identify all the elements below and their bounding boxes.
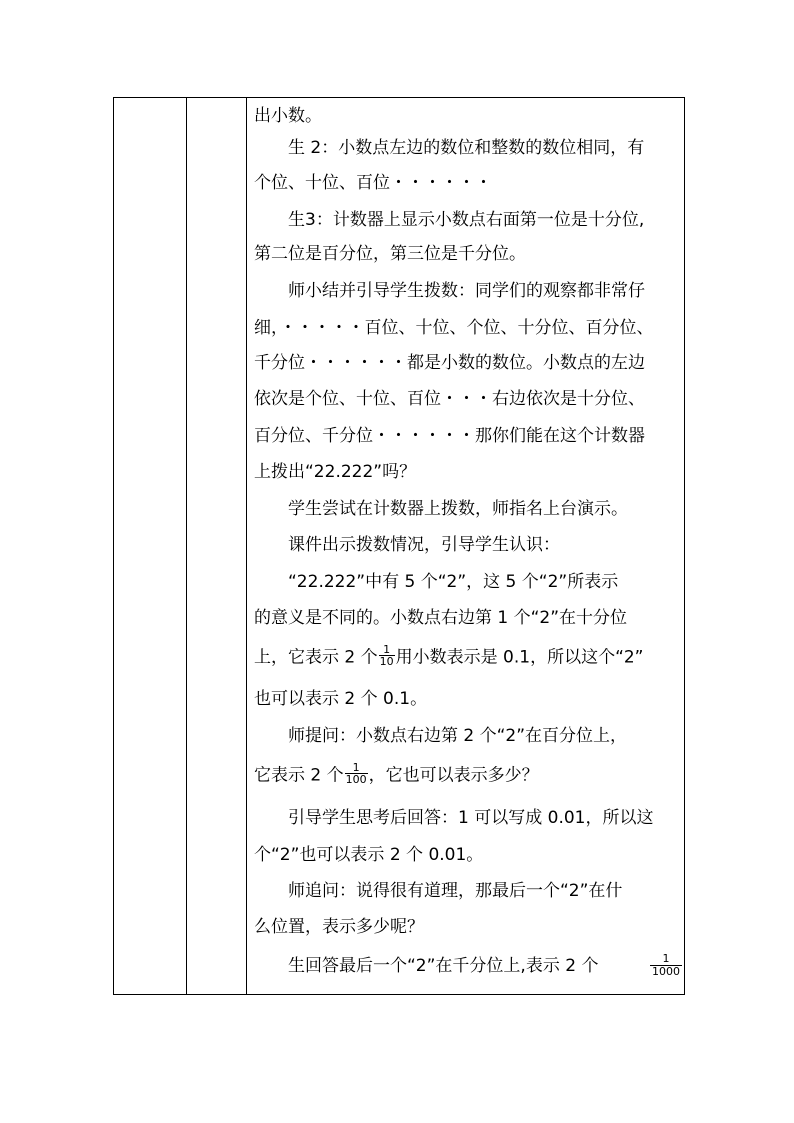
fraction-denominator: 1000: [652, 965, 680, 978]
fraction-numerator: 1: [383, 643, 391, 656]
text-line: 引导学生思考后回答：1 可以写成 0.01，所以这: [288, 808, 654, 828]
text-line-with-fraction: [254, 761, 539, 787]
text-line: 细，・・・・・百位、十位、个位、十分位、百分位、: [254, 318, 654, 338]
text-line: 上拨出“22.222”吗？: [254, 462, 417, 482]
text-line: 千分位・・・・・・都是小数的数位。小数点的左边: [254, 353, 645, 373]
lesson-table: [113, 97, 685, 995]
text-line: 的意义是不同的。小数点右边第 1 个“2”在十分位: [254, 608, 628, 628]
text-line: “22.222”中有 5 个“2”，这 5 个“2”所表示: [288, 572, 619, 592]
text-line: 百分位、千分位・・・・・・那你们能在这个计数器: [254, 426, 645, 446]
text-line: 师追问：说得很有道理，那最后一个“2”在什: [288, 881, 623, 901]
fraction-numerator: 1: [662, 952, 670, 965]
text-line: 生回答最后一个“2”在千分位上,表示 2 个: [288, 956, 599, 976]
text-line: 生3：计数器上显示小数点右面第一位是十分位,: [288, 210, 645, 230]
text-line: 学生尝试在计数器上拨数，师指名上台演示。: [288, 499, 628, 519]
fraction-numerator: 1: [352, 761, 360, 774]
text-line: 师提问：小数点右边第 2 个“2”在百分位上，: [288, 726, 628, 746]
fraction: [379, 644, 395, 667]
text-line: 第二位是百分位，第三位是千分位。: [254, 244, 526, 264]
text-segment: 上，它表示 2 个: [254, 647, 378, 668]
text-line: 个位、十位、百位・・・・・・: [254, 173, 492, 193]
text-line-with-fraction: [254, 643, 644, 669]
fraction: [650, 953, 682, 978]
text-line: 么位置，表示多少呢？: [254, 917, 424, 937]
column-divider-2: [246, 98, 247, 994]
text-line: 出小数。: [254, 106, 322, 126]
fraction: [345, 762, 368, 785]
text-line: 也可以表示 2 个 0.1。: [254, 689, 428, 709]
text-segment: ，它也可以表示多少？: [368, 765, 539, 786]
fraction-denominator: 10: [379, 655, 394, 668]
text-line: 个“2”也可以表示 2 个 0.01。: [254, 845, 484, 865]
text-segment: 用小数表示是 0.1，所以这个“2”: [395, 647, 644, 668]
column-divider-1: [186, 98, 187, 994]
text-line: 生 2：小数点左边的数位和整数的数位相同，有: [288, 138, 645, 158]
text-segment: 它表示 2 个: [254, 765, 344, 786]
text-line: 师小结并引导学生拨数：同学们的观察都非常仔: [288, 281, 645, 301]
fraction-denominator: 100: [345, 773, 367, 786]
text-line: 依次是个位、十位、百位・・・右边依次是十分位、: [254, 389, 645, 409]
text-line: 课件出示拨数情况，引导学生认识：: [288, 535, 560, 555]
